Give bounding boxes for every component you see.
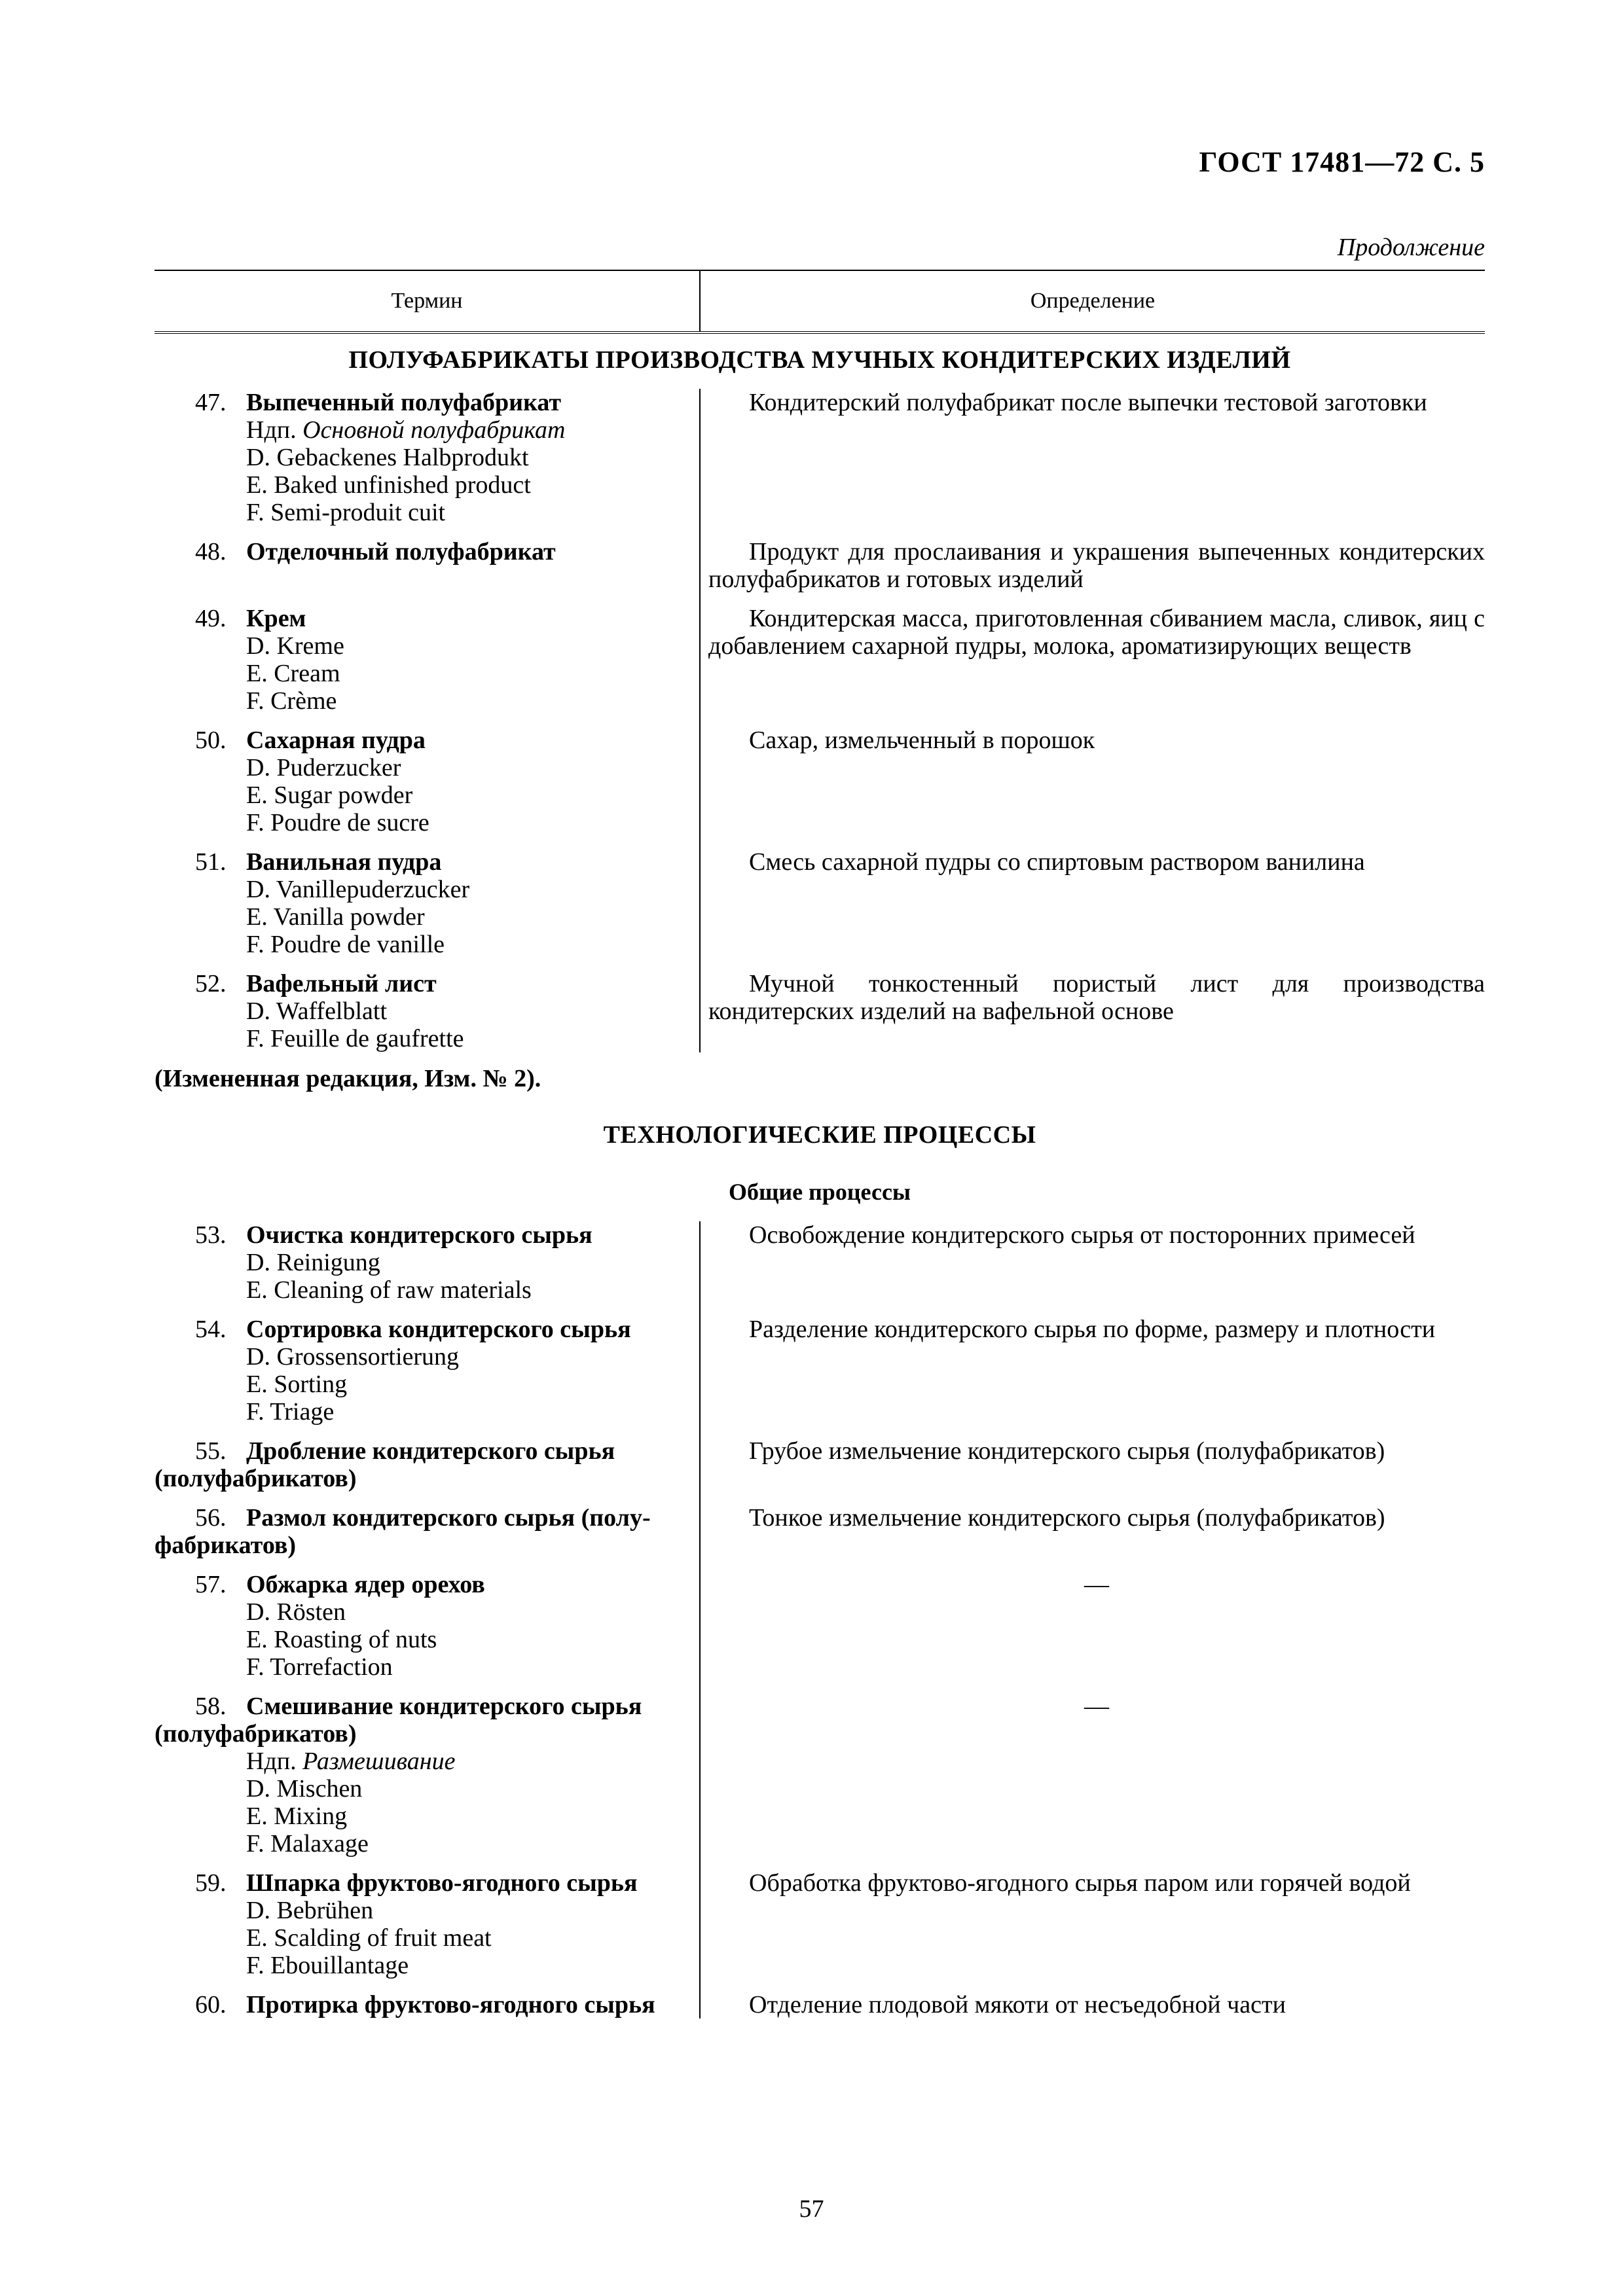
term-line	[155, 1504, 684, 1532]
foreign-equivalent: F. Triage	[246, 1398, 335, 1426]
foreign-equivalent: E. Sugar powder	[246, 781, 413, 809]
section-title-processes: ТЕХНОЛОГИЧЕСКИЕ ПРОЦЕССЫ	[603, 1121, 1036, 1149]
entry-number: 49.	[195, 605, 227, 632]
term-line	[155, 1221, 684, 1249]
term-line	[155, 1991, 684, 2018]
term-cell	[155, 726, 699, 836]
foreign-equivalent: D. Waffelblatt	[246, 997, 388, 1025]
section-semifinished-rows	[155, 389, 1485, 1052]
glossary-entry	[155, 1571, 1485, 1681]
foreign-equivalent: E. Mixing	[246, 1803, 348, 1830]
glossary-entry	[155, 848, 1485, 958]
entry-number: 48.	[195, 538, 227, 565]
term-line	[155, 848, 684, 876]
term-name-continuation: (полуфабрикатов)	[155, 1720, 357, 1748]
term-cell	[155, 1437, 699, 1492]
entry-number: 55.	[195, 1437, 227, 1465]
term-name-continuation: фабрикатов)	[155, 1532, 297, 1559]
term-line	[155, 726, 684, 754]
deprecated-label: Ндп.	[246, 1748, 297, 1775]
deprecated-term	[155, 1748, 684, 1775]
definition-cell: Сахар, измельченный в порошок	[749, 726, 1095, 754]
deprecated-term	[155, 416, 684, 444]
term-line	[155, 605, 684, 632]
term-name: Протирка фруктово-ягодного сырья	[246, 1991, 655, 2018]
foreign-equivalent: D. Kreme	[246, 632, 344, 660]
foreign-equivalent: F. Semi-produit cuit	[246, 499, 446, 526]
column-header-definition: Определение	[1030, 289, 1156, 313]
definition-cell: Мучной тонкостенный пористый лист для производства кондитерских изделий на вафельной основе	[708, 970, 1485, 1025]
glossary-entry	[155, 970, 1485, 1052]
entry-number: 50.	[195, 726, 227, 754]
term-cell	[155, 848, 699, 958]
term-cell	[155, 1221, 699, 1304]
foreign-equivalent: F. Ebouillantage	[246, 1952, 409, 1979]
glossary-entry	[155, 538, 1485, 593]
term-name: Дробление кондитерского сырья	[246, 1437, 615, 1465]
foreign-equivalent: D. Puderzucker	[246, 754, 401, 781]
term-line	[155, 1316, 684, 1343]
term-name: Крем	[246, 605, 306, 632]
foreign-equivalent: D. Rösten	[246, 1598, 346, 1626]
foreign-equivalent: E. Cleaning of raw materials	[246, 1276, 532, 1304]
foreign-equivalent: D. Mischen	[246, 1775, 363, 1803]
foreign-equivalent: F. Poudre de vanille	[246, 931, 445, 958]
entry-number: 54.	[195, 1316, 227, 1343]
term-line	[155, 389, 684, 416]
definition-cell: Кондитерский полуфабрикат после выпечки тестовой заготовки	[749, 389, 1427, 416]
entry-number: 52.	[195, 970, 227, 997]
term-name: Обжарка ядер орехов	[246, 1571, 485, 1598]
foreign-equivalent: E. Sorting	[246, 1371, 348, 1398]
column-header-term: Термин	[155, 271, 701, 331]
document-header: ГОСТ 17481—72 С. 5	[1199, 146, 1485, 178]
section-processes-rows	[155, 1221, 1485, 2018]
definition-cell: Освобождение кондитерского сырья от посторонних примесей	[749, 1221, 1415, 1249]
foreign-equivalent: E. Cream	[246, 660, 340, 687]
foreign-equivalent: F. Torrefaction	[246, 1653, 393, 1681]
term-line	[155, 970, 684, 997]
glossary-entry	[155, 1504, 1485, 1559]
foreign-equivalent: F. Poudre de sucre	[246, 809, 429, 836]
entry-number: 51.	[195, 848, 227, 876]
glossary-entry	[155, 605, 1485, 715]
glossary-entry	[155, 1693, 1485, 1857]
term-name: Ванильная пудра	[246, 848, 442, 876]
foreign-equivalent: F. Crème	[246, 687, 337, 715]
term-line	[155, 538, 684, 565]
table-header	[155, 270, 1485, 334]
foreign-equivalent: D. Bebrühen	[246, 1897, 374, 1924]
foreign-equivalent: F. Malaxage	[246, 1830, 369, 1857]
foreign-equivalent: F. Feuille de gaufrette	[246, 1025, 464, 1052]
term-name: Сахарная пудра	[246, 726, 426, 754]
term-cell	[155, 389, 699, 526]
term-name: Шпарка фруктово-ягодного сырья	[246, 1869, 638, 1897]
definition-cell: Смесь сахарной пудры со спиртовым раствором ванилина	[749, 848, 1365, 876]
foreign-equivalent: D. Gebackenes Halbprodukt	[246, 444, 529, 471]
term-cell	[155, 605, 699, 715]
definition-cell: Тонкое измельчение кондитерского сырья (полуфабрикатов)	[749, 1504, 1385, 1532]
document-body	[155, 270, 1485, 2030]
term-cell	[155, 1991, 699, 2018]
term-line	[155, 1571, 684, 1598]
definition-cell: Продукт для прослаивания и украшения выпеченных кондитерских полуфабрикатов и готовых изделий	[708, 538, 1485, 593]
term-name: Отделочный полуфабрикат	[246, 538, 556, 565]
foreign-equivalent: D. Grossensortierung	[246, 1343, 460, 1371]
definition-cell: Обработка фруктово-ягодного сырья паром или горячей водой	[749, 1869, 1411, 1897]
deprecated-term-text: Размешивание	[302, 1748, 456, 1775]
term-name: Размол кондитерского сырья (полу-	[246, 1504, 651, 1532]
definition-cell: Отделение плодовой мякоти от несъедобной части	[749, 1991, 1286, 2018]
term-name: Вафельный лист	[246, 970, 437, 997]
glossary-entry	[155, 1869, 1485, 1979]
entry-number: 47.	[195, 389, 227, 416]
term-cell	[155, 1316, 699, 1426]
deprecated-label: Ндп.	[246, 416, 297, 444]
subsection-title-general: Общие процессы	[728, 1179, 911, 1205]
glossary-entry	[155, 1991, 1485, 2018]
entry-number: 58.	[195, 1693, 227, 1720]
definition-cell: Грубое измельчение кондитерского сырья (полуфабрикатов)	[749, 1437, 1385, 1465]
term-name: Сортировка кондитерского сырья	[246, 1316, 631, 1343]
term-cell	[155, 1869, 699, 1979]
entry-number: 53.	[195, 1221, 227, 1249]
foreign-equivalent: E. Roasting of nuts	[246, 1626, 437, 1653]
page-number: 57	[799, 2195, 824, 2223]
term-line	[155, 1693, 684, 1720]
term-line	[155, 1437, 684, 1465]
glossary-entry	[155, 389, 1485, 526]
glossary-entry	[155, 1221, 1485, 1304]
term-cell	[155, 970, 699, 1052]
term-name: Смешивание кондитерского сырья	[246, 1693, 642, 1720]
definition-cell: Разделение кондитерского сырья по форме, размеру и плотности	[749, 1316, 1436, 1343]
term-cell	[155, 1693, 699, 1857]
term-name: Выпеченный полуфабрикат	[246, 389, 562, 416]
entry-number: 56.	[195, 1504, 227, 1532]
glossary-entry	[155, 1316, 1485, 1426]
foreign-equivalent: E. Baked unfinished product	[246, 471, 531, 499]
term-cell	[155, 538, 699, 593]
term-cell	[155, 1504, 699, 1559]
foreign-equivalent: E. Scalding of fruit meat	[246, 1924, 492, 1952]
deprecated-term-text: Основной полуфабрикат	[302, 416, 566, 444]
term-line	[155, 1869, 684, 1897]
term-name: Очистка кондитерского сырья	[246, 1221, 593, 1249]
definition-cell: —	[1084, 1693, 1109, 1720]
term-name-continuation: (полуфабрикатов)	[155, 1465, 357, 1492]
entry-number: 59.	[195, 1869, 227, 1897]
entry-number: 60.	[195, 1991, 227, 2018]
foreign-equivalent: D. Reinigung	[246, 1249, 380, 1276]
glossary-entry	[155, 1437, 1485, 1492]
section-title-semifinished: ПОЛУФАБРИКАТЫ ПРОИЗВОДСТВА МУЧНЫХ КОНДИТЕРСКИХ ИЗДЕЛИЙ	[348, 346, 1291, 374]
glossary-entry	[155, 726, 1485, 836]
foreign-equivalent: D. Vanillepuderzucker	[246, 876, 470, 903]
amendment-note: (Измененная редакция, Изм. № 2).	[155, 1065, 541, 1092]
definition-cell: —	[1084, 1571, 1109, 1598]
foreign-equivalent: E. Vanilla powder	[246, 903, 425, 931]
continuation-label: Продолжение	[1337, 234, 1485, 261]
term-cell	[155, 1571, 699, 1681]
definition-cell: Кондитерская масса, приготовленная сбиванием масла, сливок, яиц с добавлением сахарной пудры, молока, ароматизирующих веществ	[708, 605, 1485, 660]
entry-number: 57.	[195, 1571, 227, 1598]
